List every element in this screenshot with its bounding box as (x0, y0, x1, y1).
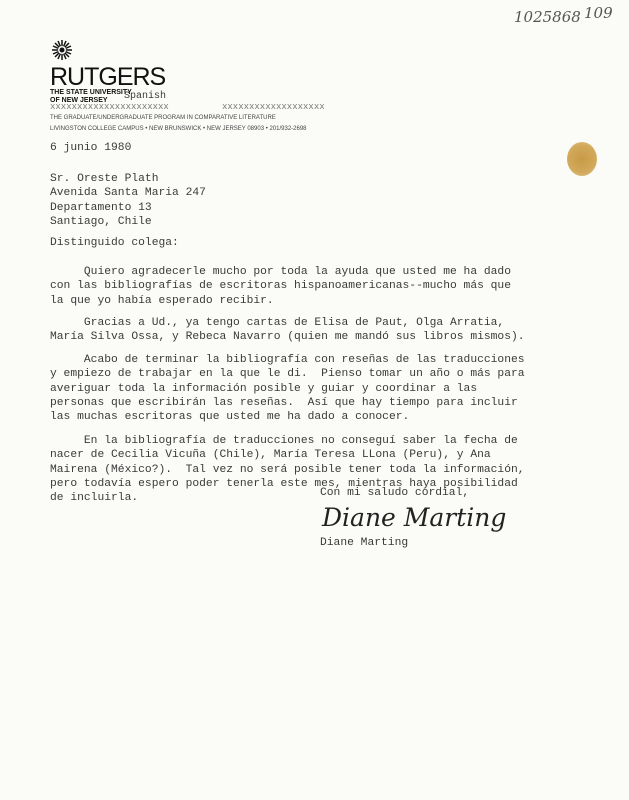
text-line: Acabo de terminar la bibliografía con reseñas de las traducciones (50, 354, 525, 366)
logo-subtitle-1: THE STATE UNIVERSITY (50, 89, 132, 96)
address-line: Sr. Oreste Plath (50, 173, 159, 185)
text-line: averiguar toda la información posible y guiar y coordinar a las (50, 382, 478, 395)
letter-date: 6 junio 1980 (50, 142, 132, 154)
paragraph-2 (50, 316, 525, 345)
text-line: Gracias a Ud., ya tengo cartas de Elisa de Paut, Olga Arratia, (50, 317, 505, 329)
text-line: personas que escribirán las reseñas. Así que hay tiempo para incluir (50, 396, 518, 409)
text-line: En la bibliografía de traducciones no conseguí saber la fecha de (50, 435, 518, 447)
text-line: María Silva Ossa, y Rebeca Navarro (quien me mandó sus libros mismos). (50, 331, 525, 344)
paragraph-1 (50, 265, 511, 308)
address-line: Departamento 13 (50, 201, 152, 214)
strikeout-1: xxxxxxxxxxxxxxxxxxxxxx (50, 102, 169, 112)
department-typed: Spanish (124, 91, 167, 102)
text-line: nacer de Cecilia Vicuña (Chile), María Teresa LLona (Peru), y Ana (50, 449, 491, 462)
text-line: con las bibliografías de escritoras hispanoamericanas--mucho más que (50, 280, 511, 293)
sunburst-logo-icon (52, 40, 72, 60)
address-line: Santiago, Chile (50, 215, 152, 228)
paragraph-3 (50, 353, 525, 424)
stain (567, 142, 597, 176)
accession-number: 1025868 (514, 8, 581, 26)
text-line: pero todavía espero poder tenerla este mes, mientras haya posibilidad (50, 477, 518, 490)
recipient-address (50, 172, 206, 229)
signature: Diane Marting (322, 503, 507, 532)
text-line: Mairena (México?). Tal vez no será posible tener toda la información, (50, 463, 525, 476)
program-line: THE GRADUATE/UNDERGRADUATE PROGRAM IN COMPARATIVE LITERATURE (50, 115, 276, 121)
address-line: LIVINGSTON COLLEGE CAMPUS • NEW BRUNSWICK • NEW JERSEY 08903 • 201/932-2698 (50, 126, 307, 132)
logo-subtitle-2: OF NEW JERSEY (50, 97, 108, 104)
text-line: las muchas escritoras que usted me ha dado a conocer. (50, 411, 410, 424)
closing: Con mi saludo cordial, (320, 487, 470, 499)
text-line: Quiero agradecerle mucho por toda la ayuda que usted me ha dado (50, 266, 511, 278)
text-line: de incluirla. (50, 492, 139, 505)
text-line: y empiezo de trabajar en la que le di. Pienso tomar un año o más para (50, 368, 525, 381)
typed-name: Diane Marting (320, 537, 409, 549)
salutation: Distinguido colega: (50, 237, 179, 249)
text-line: la que yo había esperado recibir. (50, 294, 274, 307)
page-number: 109 (584, 4, 613, 22)
strikeout-2: xxxxxxxxxxxxxxxxxxx (222, 102, 325, 112)
logo-text: RUTGERS (50, 63, 166, 91)
address-line: Avenida Santa Maria 247 (50, 187, 206, 200)
